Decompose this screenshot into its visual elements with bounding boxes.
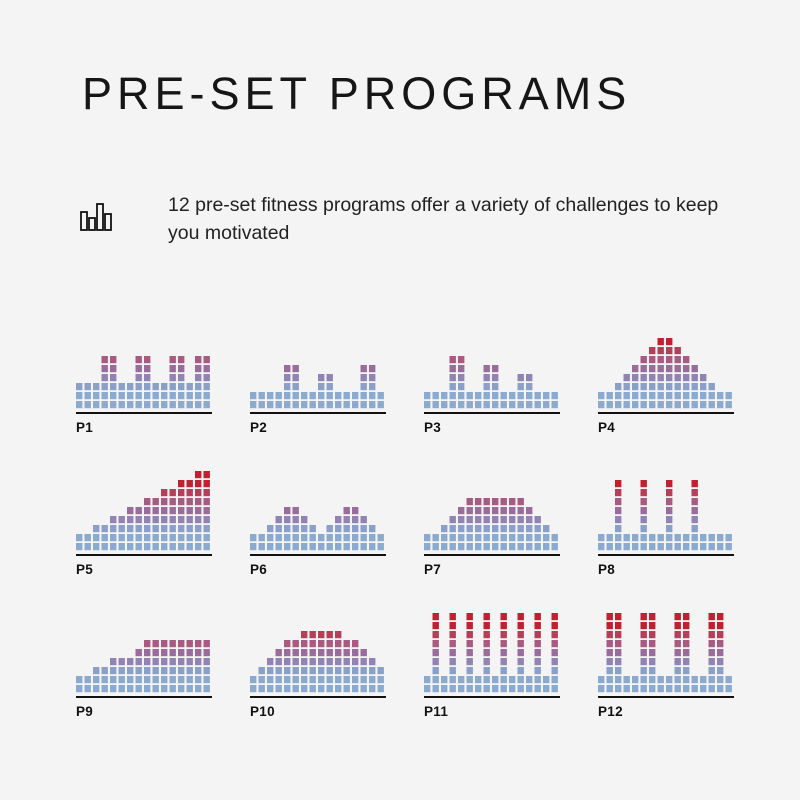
program-baseline [250, 412, 386, 414]
program-baseline [250, 696, 386, 698]
program-chart [424, 320, 560, 410]
program-p1 [76, 320, 250, 462]
program-baseline [76, 554, 212, 556]
program-chart [424, 462, 560, 552]
program-baseline [424, 696, 560, 698]
program-baseline [598, 554, 734, 556]
program-p2 [250, 320, 424, 462]
program-chart [250, 320, 386, 410]
program-p10 [250, 604, 424, 746]
program-label: P8 [598, 562, 616, 577]
program-p11 [424, 604, 598, 746]
program-baseline [76, 412, 212, 414]
program-baseline [76, 696, 212, 698]
bar-chart-icon [80, 196, 116, 232]
program-chart [76, 604, 212, 694]
program-baseline [424, 412, 560, 414]
program-chart [76, 320, 212, 410]
intro-block [80, 192, 728, 247]
program-p7 [424, 462, 598, 604]
program-grid [76, 320, 736, 746]
program-chart [250, 462, 386, 552]
program-p4 [598, 320, 772, 462]
program-p8 [598, 462, 772, 604]
program-label: P11 [424, 704, 449, 719]
program-p6 [250, 462, 424, 604]
program-label: P10 [250, 704, 275, 719]
program-p9 [76, 604, 250, 746]
program-baseline [598, 412, 734, 414]
page-title: PRE-SET PROGRAMS [82, 68, 632, 119]
program-p3 [424, 320, 598, 462]
program-label: P7 [424, 562, 442, 577]
program-baseline [250, 554, 386, 556]
program-chart [598, 604, 734, 694]
intro-text: 12 pre-set fitness programs offer a variety of challenges to keep you motivated [168, 194, 719, 244]
program-label: P2 [250, 420, 268, 435]
program-p12 [598, 604, 772, 746]
program-label: P5 [76, 562, 94, 577]
program-label: P12 [598, 704, 623, 719]
program-label: P4 [598, 420, 616, 435]
program-label: P3 [424, 420, 442, 435]
program-baseline [424, 554, 560, 556]
program-chart [250, 604, 386, 694]
program-p5 [76, 462, 250, 604]
program-chart [424, 604, 560, 694]
program-chart [598, 462, 734, 552]
program-chart [598, 320, 734, 410]
program-label: P6 [250, 562, 268, 577]
program-label: P1 [76, 420, 94, 435]
program-baseline [598, 696, 734, 698]
program-chart [76, 462, 212, 552]
program-label: P9 [76, 704, 94, 719]
